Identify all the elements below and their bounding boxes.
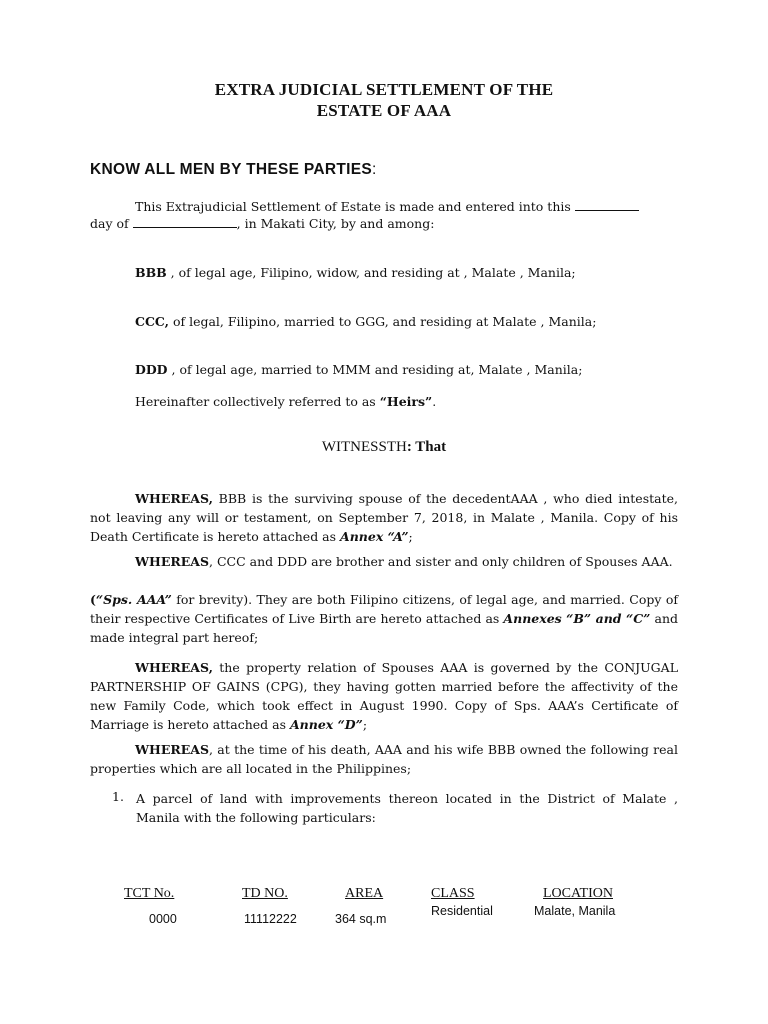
- hereinafter-line: [135, 392, 695, 411]
- party-ccc-name: CCC,: [135, 314, 169, 329]
- table-header-class: CLASS: [431, 886, 475, 901]
- whereas-label-1: WHEREAS,: [135, 491, 213, 506]
- whereas-text-4: , at the time of his death, AAA and his wife BBB owned the following real properties which are all located in the Philippines;: [90, 742, 678, 776]
- whereas-paragraph-1: [90, 489, 678, 546]
- day-blank: [133, 215, 237, 228]
- document-title-line-2: ESTATE OF AAA: [316, 101, 452, 120]
- intro-text-1: This Extrajudicial Settlement of Estate is made and entered into this: [135, 199, 571, 214]
- whereas-text-2: , CCC and DDD are brother and sister and only children of Spouses AAA.: [209, 554, 673, 569]
- party-bbb: [135, 263, 695, 282]
- intro-text-2: day of: [90, 216, 129, 231]
- table-header-tct: TCT No.: [124, 886, 175, 901]
- witnesseth-heading: [0, 439, 768, 456]
- annexes-b-c: Annexes “B” and “C”: [503, 611, 651, 626]
- know-all-men-text: KNOW ALL MEN BY THESE PARTIES: [90, 161, 372, 178]
- party-ddd-text: , of legal age, married to MMM and residing at, Malate , Manila;: [167, 362, 583, 377]
- intro-line-2: [90, 214, 680, 233]
- intro-text-3: , in Makati City, by and among:: [236, 216, 435, 231]
- list-item-text: A parcel of land with improvements thereon located in the District of Malate , Manila with the following particulars:: [136, 791, 678, 825]
- table-header-td: TD NO.: [242, 886, 288, 901]
- document-title-line-1: EXTRA JUDICIAL SETTLEMENT OF THE: [214, 80, 554, 99]
- party-ddd: [135, 360, 695, 379]
- whereas-text-3: the property relation of Spouses AAA is governed by the CONJUGAL PARTNERSHIP OF GAINS (CPG), they having gotten married before the affectivity of the new Family Code, which took effect in August 1990. Copy of Sps. AAA’s Certificate of Marriage is hereto attached as: [90, 660, 678, 732]
- whereas-text-1: BBB is the surviving spouse of the decedentAAA , who died intestate, not leaving any will or testament, on September 7, 2018, in Malate , Manila. Copy of his Death Certificate is hereto attached as: [90, 491, 678, 544]
- party-ddd-name: DDD: [135, 362, 168, 377]
- party-bbb-name: BBB: [135, 265, 167, 280]
- whereas-label-4: WHEREAS: [135, 742, 210, 757]
- table-cell-td: 11112222: [244, 912, 297, 926]
- annex-d: Annex “D”: [289, 717, 363, 732]
- annex-a: Annex “A”: [340, 529, 409, 544]
- table-cell-class: Residential: [431, 904, 493, 918]
- witnesseth-rest: : That: [406, 439, 447, 455]
- whereas-paragraph-2-continued: [90, 590, 678, 647]
- table-cell-area: 364 sq.m: [335, 912, 387, 926]
- table-header-location: LOCATION: [543, 886, 613, 901]
- whereas-text-2b: for brevity). They are both Filipino citizens, of legal age, and married. Copy of their respective Certificates of Live Birth are hereto attached as: [90, 592, 678, 626]
- list-item-number: 1.: [112, 789, 124, 804]
- hereinafter-end: .: [432, 394, 437, 409]
- party-bbb-text: , of legal age, Filipino, widow, and residing at , Malate , Manila;: [166, 265, 576, 280]
- party-ccc-text: of legal, Filipino, married to GGG, and residing at Malate , Manila;: [168, 314, 597, 329]
- whereas-open-2: (: [90, 592, 96, 607]
- whereas-label-2: WHEREAS: [135, 554, 210, 569]
- whereas-end-1: ;: [408, 529, 413, 544]
- know-all-men-heading: [90, 161, 377, 179]
- sps-aaa-term: “Sps. AAA”: [95, 592, 172, 607]
- date-blank: [575, 198, 639, 211]
- whereas-end-3: ;: [362, 717, 368, 732]
- whereas-paragraph-4: [90, 740, 678, 778]
- whereas-paragraph-3: [90, 658, 678, 734]
- heirs-term: “Heirs”: [379, 394, 433, 409]
- whereas-label-3: WHEREAS,: [135, 660, 213, 675]
- party-ccc: [135, 312, 695, 331]
- table-header-area: AREA: [345, 886, 384, 901]
- know-all-men-colon: :: [371, 161, 377, 178]
- hereinafter-text: Hereinafter collectively referred to as: [135, 394, 380, 409]
- witnesseth-word: WITNESSTH: [321, 439, 407, 455]
- table-cell-location: Malate, Manila: [534, 904, 616, 918]
- table-cell-tct: 0000: [149, 912, 177, 926]
- whereas-paragraph-2: [90, 552, 678, 571]
- whereas-end-2: and made integral part hereof;: [90, 611, 678, 645]
